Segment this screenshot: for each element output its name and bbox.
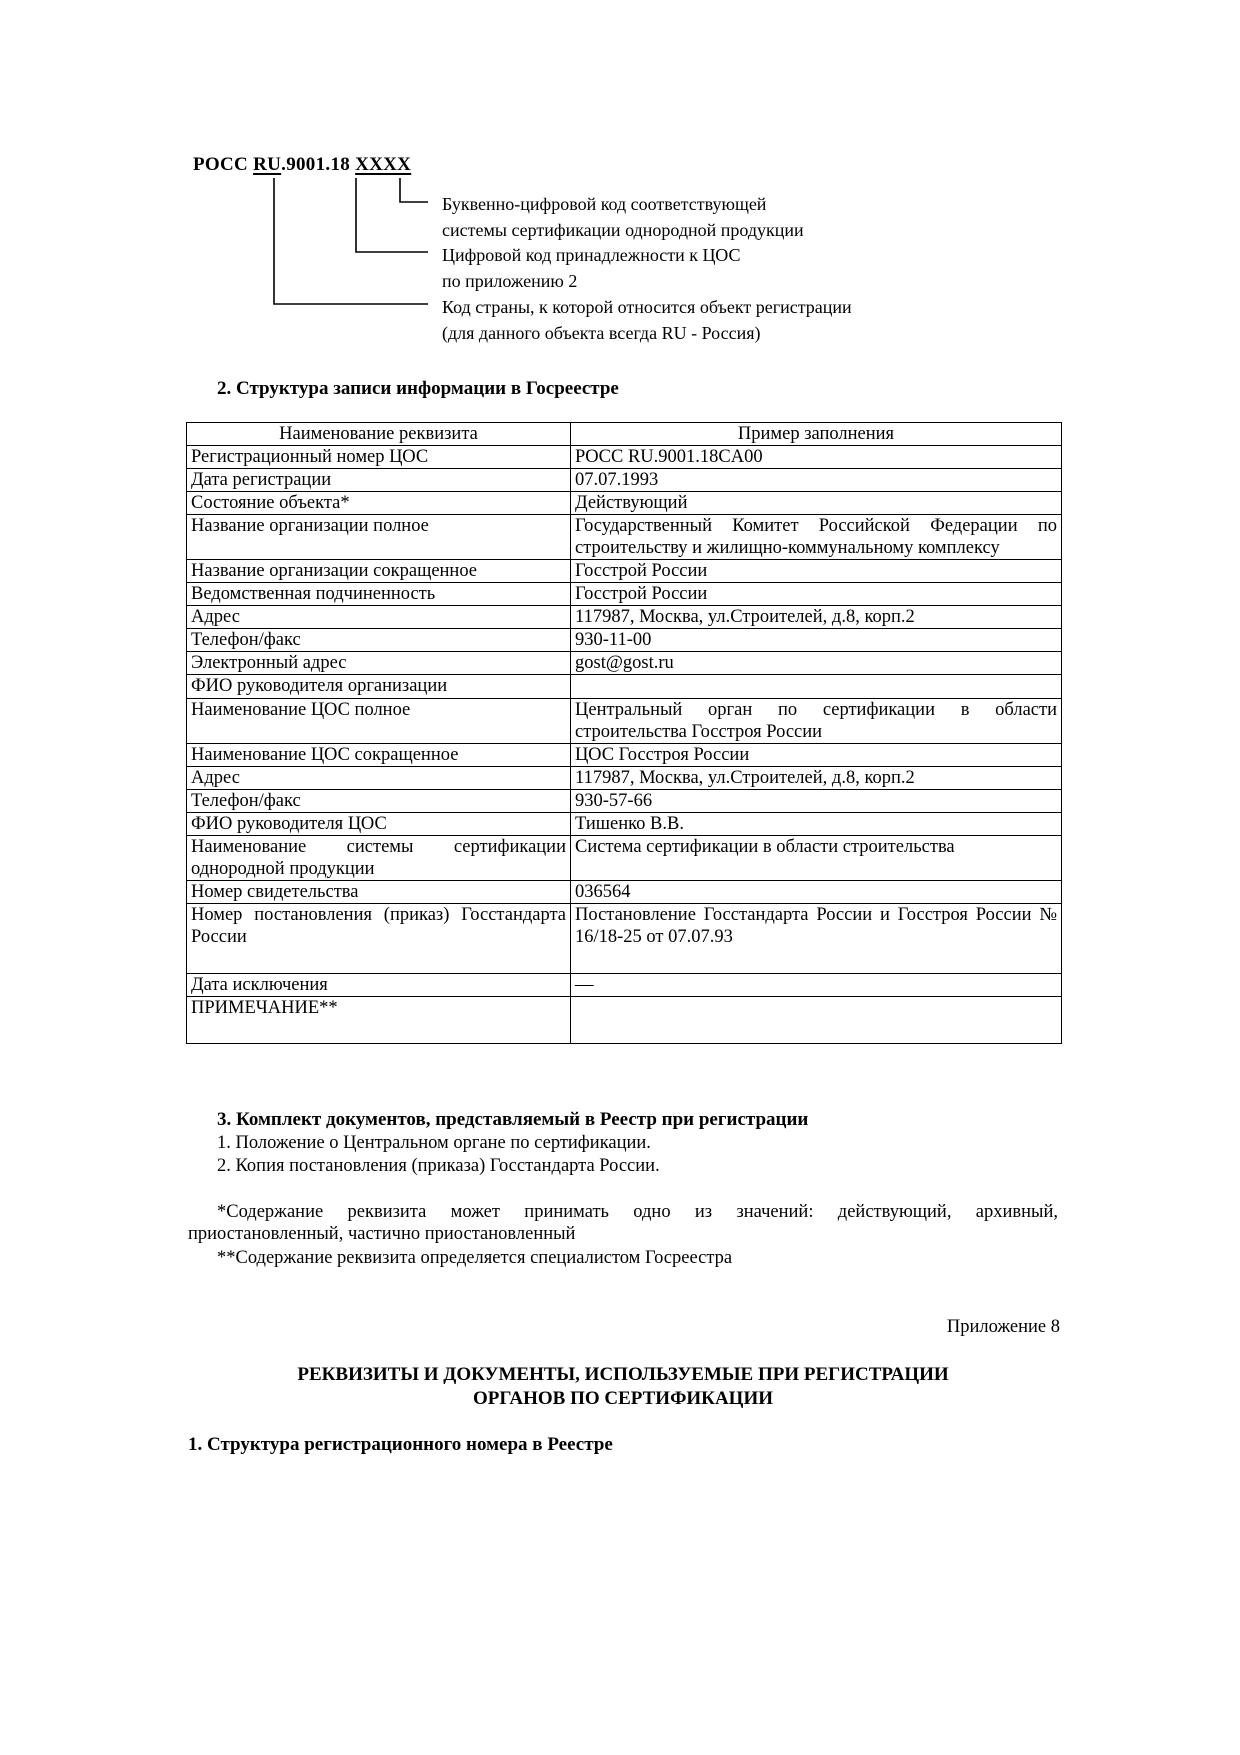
value-cell: Постановление Госстандарта России и Госстроя России № 16/18-25 от 07.07.93 [571, 904, 1062, 974]
table-row [187, 744, 1062, 767]
column-header-example: Пример заполнения [571, 423, 1062, 446]
diagram-desc-line: Код страны, к которой относится объект регистрации [442, 297, 852, 317]
column-header-attribute: Наименование реквизита [187, 423, 571, 446]
attribute-cell: Ведомственная подчиненность [187, 583, 571, 606]
table-row [187, 629, 1062, 652]
section-3-title: 3. Комплект документов, представляемый в Реестр при регистрации [217, 1109, 809, 1130]
attribute-cell: Наименование системы сертификации однородной продукции [187, 836, 571, 881]
code-part-alnum: XXXX [355, 154, 412, 175]
table-row [187, 813, 1062, 836]
code-part-cos: .9001.18 [281, 154, 351, 175]
table-row [187, 974, 1062, 997]
value-cell: Госстрой России [571, 583, 1062, 606]
section-1-title: 1. Структура регистрационного номера в Реестре [188, 1434, 613, 1455]
section-2-title: 2. Структура записи информации в Госреестре [217, 378, 619, 399]
diagram-desc-line: Цифровой код принадлежности к ЦОС [442, 245, 741, 265]
footnote-status: *Содержание реквизита может принимать одно из значений: действующий, архивный, приостановленный, частично приостановленный [188, 1202, 1058, 1244]
diagram-desc-line: по приложению 2 [442, 271, 578, 291]
value-cell: 07.07.1993 [571, 469, 1062, 492]
value-cell [571, 997, 1062, 1044]
attribute-cell: Дата исключения [187, 974, 571, 997]
attribute-cell: Название организации полное [187, 515, 571, 560]
attribute-cell: ФИО руководителя организации [187, 675, 571, 699]
footnote-note: **Содержание реквизита определяется специалистом Госреестра [217, 1248, 733, 1268]
attribute-cell: Название организации сокращенное [187, 560, 571, 583]
diagram-desc-line: системы сертификации однородной продукции [442, 220, 804, 240]
attribute-cell: Телефон/факс [187, 629, 571, 652]
value-cell: — [571, 974, 1062, 997]
attribute-cell: Дата регистрации [187, 469, 571, 492]
attribute-cell: Наименование ЦОС сокращенное [187, 744, 571, 767]
table-row [187, 606, 1062, 629]
value-cell: 036564 [571, 881, 1062, 904]
table-row [187, 790, 1062, 813]
attribute-cell: Регистрационный номер ЦОС [187, 446, 571, 469]
table-row [187, 560, 1062, 583]
value-cell: Государственный Комитет Российской Федерации по строительству и жилищно-коммунальному комплексу [571, 515, 1062, 560]
table-row [187, 881, 1062, 904]
table-row [187, 836, 1062, 881]
value-cell: 117987, Москва, ул.Строителей, д.8, корп.2 [571, 767, 1062, 790]
value-cell: 930-11-00 [571, 629, 1062, 652]
diagram-desc-line: Буквенно-цифровой код соответствующей [442, 194, 767, 214]
value-cell: POCC RU.9001.18CA00 [571, 446, 1062, 469]
table-row [187, 583, 1062, 606]
attribute-cell: ФИО руководителя ЦОС [187, 813, 571, 836]
registration-number-diagram [188, 150, 948, 350]
value-cell: Тишенко В.В. [571, 813, 1062, 836]
table-row [187, 652, 1062, 675]
table-row [187, 675, 1062, 699]
value-cell: 117987, Москва, ул.Строителей, д.8, корп.2 [571, 606, 1062, 629]
value-cell: 930-57-66 [571, 790, 1062, 813]
value-cell: Госстрой России [571, 560, 1062, 583]
code-part-country: RU [253, 154, 282, 175]
attribute-cell: Номер постановления (приказ) Госстандарта России [187, 904, 571, 974]
registry-record-table [186, 422, 1062, 1044]
attribute-cell: ПРИМЕЧАНИЕ** [187, 997, 571, 1044]
table-row [187, 699, 1062, 744]
table-row [187, 446, 1062, 469]
appendix-label: Приложение 8 [946, 1317, 1060, 1337]
value-cell: Центральный орган по сертификации в области строительства Госстроя России [571, 699, 1062, 744]
table-row [187, 904, 1062, 974]
table-row [187, 515, 1062, 560]
code-part-system: POCC [193, 154, 249, 175]
table-row [187, 492, 1062, 515]
value-cell: ЦОС Госстроя России [571, 744, 1062, 767]
value-cell: Система сертификации в области строительства [571, 836, 1062, 881]
registration-code [193, 154, 411, 176]
attribute-cell: Электронный адрес [187, 652, 571, 675]
main-title-line-2: ОРГАНОВ ПО СЕРТИФИКАЦИИ [472, 1388, 774, 1409]
attribute-cell: Номер свидетельства [187, 881, 571, 904]
attribute-cell: Состояние объекта* [187, 492, 571, 515]
table-header-row [187, 423, 1062, 446]
attribute-cell: Наименование ЦОС полное [187, 699, 571, 744]
value-cell: gost@gost.ru [571, 652, 1062, 675]
list-item: 1. Положение о Центральном органе по сертификации. [217, 1133, 651, 1153]
list-item: 2. Копия постановления (приказа) Госстандарта России. [217, 1156, 660, 1176]
table-row [187, 767, 1062, 790]
attribute-cell: Телефон/факс [187, 790, 571, 813]
value-cell: Действующий [571, 492, 1062, 515]
table-row [187, 997, 1062, 1044]
main-title-line-1: РЕКВИЗИТЫ И ДОКУМЕНТЫ, ИСПОЛЬЗУЕМЫЕ ПРИ РЕГИСТРАЦИИ [297, 1364, 949, 1385]
diagram-desc-line: (для данного объекта всегда RU - Россия) [442, 323, 761, 343]
attribute-cell: Адрес [187, 606, 571, 629]
table-row [187, 469, 1062, 492]
attribute-cell: Адрес [187, 767, 571, 790]
value-cell [571, 675, 1062, 699]
